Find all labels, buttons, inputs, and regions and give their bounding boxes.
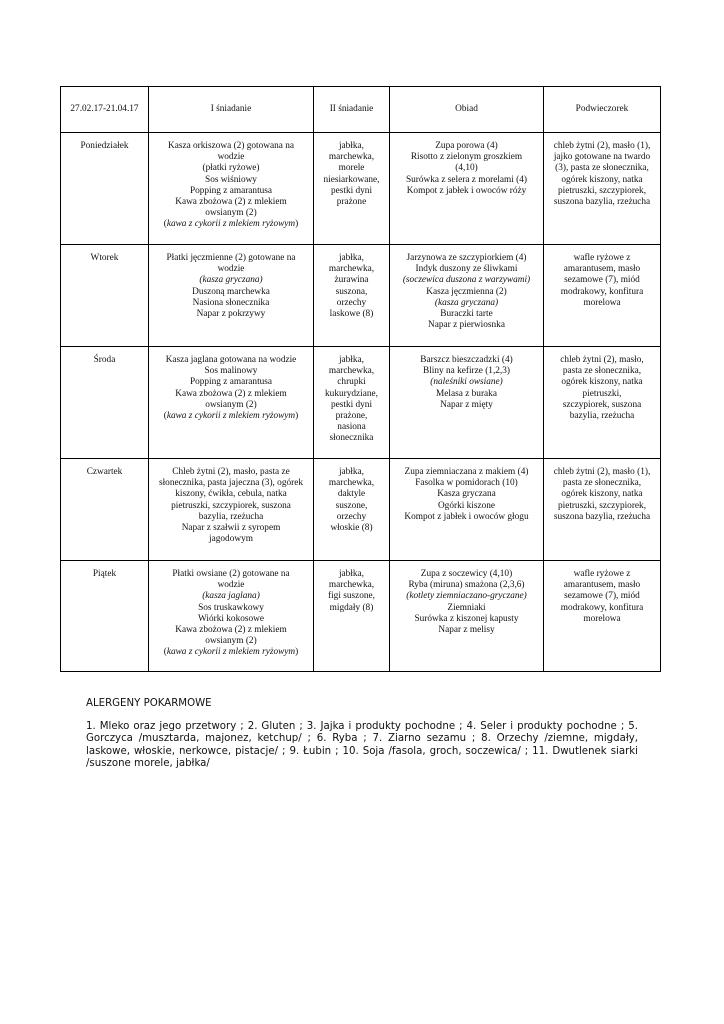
menu-line: [547, 275, 657, 286]
menu-line-text: wodzie: [217, 264, 245, 275]
menu-line-text: jabłka,: [338, 355, 365, 365]
menu-line: [152, 377, 310, 388]
menu-line-text: Zupa ziemniaczana z makiem (4): [404, 467, 529, 477]
menu-line-text: marchewka,: [328, 366, 375, 377]
menu-line-text: pietruszki, szczypiorek, suszona: [171, 500, 291, 511]
day-cell: Czwartek: [61, 459, 149, 561]
menu-line: [393, 580, 540, 591]
menu-line: [152, 366, 310, 377]
menu-line-suffix: ): [295, 647, 299, 658]
menu-line: [393, 366, 540, 377]
menu-line: [317, 400, 386, 411]
menu-line: [393, 264, 540, 275]
menu-line-text: Kasza orkiszowa (2) gotowana na: [168, 141, 294, 151]
menu-line-text: Zupa porowa (4): [435, 141, 498, 151]
day-cell: Środa: [61, 347, 149, 459]
menu-line-text: marchewka,: [328, 264, 375, 275]
menu-line: [317, 275, 386, 286]
menu-line-text: marchewka,: [328, 152, 375, 163]
menu-line-text: (3), pasta ze słonecznika,: [555, 163, 649, 174]
menu-line: [317, 186, 386, 197]
menu-line: [547, 614, 657, 625]
menu-line-text: Kawa zbożowa (2) z mlekiem: [175, 388, 287, 399]
snack-cell: [544, 561, 661, 672]
menu-line: [152, 309, 310, 320]
table-row: [61, 245, 661, 347]
menu-line-text: wafle ryżowe z: [573, 253, 631, 263]
menu-line-text: Risotto z zielonym groszkiem: [410, 152, 523, 163]
menu-line-text: włoskie (8): [330, 523, 373, 534]
menu-line-text: niesiarkowane,: [323, 174, 380, 185]
menu-line-text: jabłka,: [338, 467, 365, 477]
menu-line-text: pietruszki, szczypiorek,: [557, 185, 647, 196]
menu-line: [152, 186, 310, 197]
menu-line: [152, 534, 310, 545]
snack-cell: [544, 459, 661, 561]
menu-line-text: pasta ze słonecznika,: [562, 478, 642, 489]
menu-line: [547, 175, 657, 186]
menu-line: [393, 253, 540, 264]
menu-line: [393, 163, 540, 174]
day-cell: Piątek: [61, 561, 149, 672]
header-snack: Podwieczorek: [544, 87, 661, 133]
menu-line-text: kukurydziane,: [325, 388, 378, 399]
menu-line: [152, 603, 310, 614]
menu-line: [317, 603, 386, 614]
menu-line-text: daktyle: [337, 489, 366, 500]
menu-line: [547, 186, 657, 197]
menu-line: [317, 197, 386, 208]
menu-line-text: jabłka,: [338, 141, 365, 151]
menu-line: [547, 298, 657, 309]
menu-line: [152, 141, 310, 152]
lunch-cell: [390, 459, 544, 561]
menu-line: [393, 287, 540, 298]
menu-line-text: Jarzynowa ze szczypiorkiem (4): [406, 253, 527, 263]
menu-line: [317, 433, 386, 444]
menu-line-suffix: ): [295, 219, 299, 230]
menu-line-text: (: [163, 219, 167, 230]
menu-line-text: Popping z amarantusa: [189, 185, 273, 196]
menu-line-text: jagodowym: [209, 534, 253, 545]
menu-line: [317, 422, 386, 433]
menu-line: [393, 569, 540, 580]
lunch-cell: [390, 347, 544, 459]
menu-line-text: Surówka z selera z morelami (4): [405, 174, 528, 185]
menu-line-alternative: kawa z cykorii z mlekiem ryżowym: [166, 411, 296, 422]
menu-line-text: jabłka,: [338, 253, 365, 263]
menu-line: [317, 377, 386, 388]
menu-line: [547, 400, 657, 411]
menu-line-text: suszone,: [335, 500, 368, 511]
menu-line: [152, 208, 310, 219]
breakfast-2-cell: [314, 459, 390, 561]
menu-line-text: suszona bazylia, rzeżucha: [553, 197, 651, 208]
menu-line: [317, 366, 386, 377]
menu-line-text: Zupa z soczewicy (4,10): [420, 569, 513, 579]
menu-line: [547, 377, 657, 388]
menu-line-text: Indyk duszony ze śliwkami: [415, 264, 518, 275]
menu-line-alternative: (kasza jaglana): [202, 591, 260, 602]
menu-line: [393, 275, 540, 286]
menu-line-text: Kasza jęczmienna (2): [426, 286, 507, 297]
menu-line-text: Buraczki tarte: [440, 309, 493, 320]
menu-line: [393, 603, 540, 614]
menu-line-text: Napar z pokrzywy: [196, 309, 266, 320]
menu-line: [393, 377, 540, 388]
menu-line-text: słonecznika, pasta jajeczna (3), ogórek: [158, 478, 304, 489]
menu-line-text: Napar z melisy: [438, 625, 495, 636]
menu-line-text: owsianym (2): [205, 636, 257, 647]
menu-line: [547, 389, 657, 400]
header-lunch: Obiad: [390, 87, 544, 133]
menu-line-text: Chleb żytni (2), masło, pasta ze: [172, 467, 290, 477]
menu-line: [393, 298, 540, 309]
menu-line: [547, 478, 657, 489]
menu-line: [547, 141, 657, 152]
menu-line-text: prażone: [336, 197, 367, 208]
menu-line: [317, 287, 386, 298]
snack-cell: [544, 347, 661, 459]
menu-line: [152, 614, 310, 625]
menu-line-text: Kompot z jabłek i owoców głogu: [404, 511, 529, 522]
menu-line-text: Popping z amarantusa: [189, 377, 273, 388]
menu-line: [317, 389, 386, 400]
menu-line-text: pestki dyni: [330, 185, 373, 196]
table-row: [61, 133, 661, 245]
menu-line-text: pasta ze słonecznika,: [562, 366, 642, 377]
menu-line: [317, 264, 386, 275]
header-breakfast-1: I śniadanie: [149, 87, 314, 133]
menu-line-text: Kasza gryczana: [437, 489, 496, 500]
menu-line: [152, 355, 310, 366]
menu-line-text: chrupki: [337, 377, 366, 388]
menu-line: [152, 175, 310, 186]
breakfast-1-cell: [149, 245, 314, 347]
menu-line-text: wafle ryżowe z: [573, 569, 631, 579]
menu-line: [317, 298, 386, 309]
menu-line-text: ogórek kiszony, natka: [561, 489, 643, 500]
menu-line: [317, 467, 386, 478]
breakfast-1-cell: [149, 459, 314, 561]
menu-line-text: orzechy: [336, 511, 367, 522]
menu-line-text: ogórek kiszony, natka: [561, 174, 643, 185]
menu-line-text: (4,10): [455, 163, 478, 174]
weekly-menu-table: [60, 86, 661, 672]
menu-line: [393, 614, 540, 625]
breakfast-2-cell: [314, 347, 390, 459]
menu-line-text: pestki dyni: [330, 399, 373, 410]
menu-line-text: owsianym (2): [205, 399, 257, 410]
menu-line-text: Ogórki kiszone: [437, 500, 496, 511]
menu-line: [152, 647, 310, 658]
menu-line: [317, 411, 386, 422]
menu-line-text: kiszony, ćwikła, cebula, natka: [175, 489, 287, 500]
menu-line: [393, 478, 540, 489]
menu-line: [393, 591, 540, 602]
menu-line-text: Sos wiśniowy: [205, 174, 257, 185]
menu-line-text: Kawa zbożowa (2) z mlekiem: [175, 625, 287, 636]
menu-line: [152, 489, 310, 500]
menu-line-text: Płatki jęczmienne (2) gotowane na: [166, 253, 296, 263]
menu-line-text: (płatki ryżowe): [202, 163, 260, 174]
menu-line: [152, 400, 310, 411]
menu-line: [547, 467, 657, 478]
menu-line-text: Melasa z buraka: [436, 388, 497, 399]
header-date-range: 27.02.17-21.04.17: [61, 87, 149, 133]
menu-line-text: (: [163, 647, 167, 658]
menu-line-text: figi suszone,: [328, 591, 375, 602]
breakfast-1-cell: [149, 561, 314, 672]
allergens-title: ALERGENY POKARMOWE: [86, 698, 212, 709]
menu-line-text: szczypiorek, suszona: [562, 399, 642, 410]
menu-line-text: suszona bazylia, rzeżucha: [553, 511, 651, 522]
menu-line: [393, 152, 540, 163]
menu-line: [152, 411, 310, 422]
allergens-list: 1. Mleko oraz jego przetwory ; 2. Gluten ; 3. Jajka i produkty pochodne ; 4. Seler i produkty pochodne ; 5. Gorczyca /musztarda, majonez, ketchup/ ; 6. Ryba ; 7. Ziarno sezamu ; 8. Orzechy /ziemne, migdały, laskowe, włoskie, nerkowce, pistacje/ ; 9. Łubin ; 10. Soja /fasola, groch, soczewica/ ; 11. Dwutlenek siarki /suszone morele, jabłka/: [86, 721, 638, 769]
menu-line: [152, 163, 310, 174]
menu-line: [152, 152, 310, 163]
menu-line: [547, 411, 657, 422]
menu-line-text: modrakowy, konfitura: [560, 286, 644, 297]
menu-line-text: Sos malinowy: [204, 366, 258, 377]
menu-line-text: Kawa zbożowa (2) z mlekiem: [175, 197, 287, 208]
menu-line: [152, 636, 310, 647]
menu-line: [317, 309, 386, 320]
menu-line: [317, 501, 386, 512]
menu-line-text: jajko gotowane na twardo: [553, 152, 651, 163]
menu-line: [547, 603, 657, 614]
menu-line: [547, 501, 657, 512]
menu-line: [393, 141, 540, 152]
menu-line: [547, 489, 657, 500]
menu-line-text: morelowa: [583, 613, 621, 624]
menu-line: [547, 569, 657, 580]
table-row: [61, 459, 661, 561]
menu-line: [393, 512, 540, 523]
menu-line: [547, 287, 657, 298]
menu-line: [393, 389, 540, 400]
menu-line: [547, 591, 657, 602]
menu-line: [393, 186, 540, 197]
menu-line: [547, 580, 657, 591]
menu-line: [547, 197, 657, 208]
menu-line-alternative: (kasza gryczana): [199, 275, 263, 286]
menu-line: [393, 625, 540, 636]
menu-line-text: Płatki owsiane (2) gotowane na: [172, 569, 290, 579]
menu-line-text: Napar z mięty: [440, 399, 493, 410]
menu-line-text: sezamowe (7), miód: [564, 591, 640, 602]
menu-line: [393, 309, 540, 320]
menu-line-text: ogórek kiszony, natka: [561, 377, 643, 388]
menu-line: [317, 141, 386, 152]
menu-line: [152, 591, 310, 602]
menu-line: [317, 253, 386, 264]
menu-line: [152, 478, 310, 489]
menu-line-text: Kompot z jabłek i owoców róży: [406, 185, 527, 196]
menu-line: [317, 523, 386, 534]
lunch-cell: [390, 561, 544, 672]
menu-line: [393, 320, 540, 331]
menu-line-text: migdały (8): [329, 602, 374, 613]
menu-line-alternative: (kotlety ziemniaczano-gryczane): [406, 591, 527, 602]
menu-line: [152, 264, 310, 275]
menu-line-text: pietruszki,: [582, 388, 622, 399]
menu-line-alternative: (soczewica duszona z warzywami): [402, 275, 531, 286]
day-cell: Wtorek: [61, 245, 149, 347]
menu-line-text: jabłka,: [338, 569, 365, 579]
menu-line: [317, 163, 386, 174]
menu-line: [317, 489, 386, 500]
menu-line-text: chleb żytni (2), masło,: [560, 355, 644, 365]
menu-line: [547, 152, 657, 163]
menu-line-text: chleb żytni (2), masło (1),: [553, 467, 651, 477]
menu-line-text: żurawina: [334, 275, 369, 286]
menu-line: [152, 389, 310, 400]
menu-line-text: marchewka,: [328, 580, 375, 591]
menu-line: [317, 580, 386, 591]
menu-line-alternative: kawa z cykorii z mlekiem ryżowym: [166, 647, 296, 658]
menu-line: [152, 275, 310, 286]
menu-line: [152, 197, 310, 208]
menu-line-text: Fasolka w pomidorach (10): [415, 478, 518, 489]
menu-line: [152, 569, 310, 580]
menu-line-text: wodzie: [217, 152, 245, 163]
menu-line: [393, 400, 540, 411]
menu-line-text: morelowa: [583, 297, 621, 308]
menu-line: [547, 512, 657, 523]
allergens-section: [86, 698, 638, 770]
menu-line-text: Napar z szałwii z syropem: [181, 523, 281, 534]
menu-line-text: chleb żytni (2), masło (1),: [553, 141, 651, 151]
menu-line-text: Barszcz bieszczadzki (4): [420, 355, 513, 365]
menu-line-alternative: (kasza gryczana): [434, 297, 499, 308]
menu-line: [393, 355, 540, 366]
menu-line-text: marchewka,: [328, 478, 375, 489]
menu-line: [317, 175, 386, 186]
menu-line: [317, 355, 386, 366]
menu-line-text: Wiórki kokosowe: [198, 613, 264, 624]
menu-line-text: nasiona: [337, 422, 366, 433]
menu-line-text: Sos truskawkowy: [198, 602, 264, 613]
menu-line-text: prażone,: [335, 411, 368, 422]
menu-line: [152, 523, 310, 534]
menu-line: [393, 467, 540, 478]
menu-line: [393, 175, 540, 186]
menu-line: [317, 512, 386, 523]
menu-line-text: wodzie: [217, 580, 245, 591]
menu-line: [317, 478, 386, 489]
table-header-row: [61, 87, 661, 133]
menu-line-text: pietruszki, szczypiorek,: [557, 500, 647, 511]
breakfast-2-cell: [314, 245, 390, 347]
breakfast-2-cell: [314, 561, 390, 672]
menu-line-text: suszona,: [335, 286, 368, 297]
lunch-cell: [390, 133, 544, 245]
menu-line-alternative: kawa z cykorii z mlekiem ryżowym: [166, 219, 296, 230]
snack-cell: [544, 133, 661, 245]
menu-line-text: Ziemniaki: [447, 602, 486, 613]
menu-line: [547, 355, 657, 366]
menu-line: [317, 569, 386, 580]
menu-line: [152, 625, 310, 636]
day-cell: Poniedziałek: [61, 133, 149, 245]
menu-line: [547, 253, 657, 264]
menu-line-text: Nasiona słonecznika: [192, 297, 270, 308]
table-row: [61, 561, 661, 672]
lunch-cell: [390, 245, 544, 347]
header-breakfast-2: II śniadanie: [314, 87, 390, 133]
menu-line: [152, 298, 310, 309]
menu-line-suffix: ): [295, 411, 299, 422]
menu-line-alternative: (naleśniki owsiane): [430, 377, 503, 388]
menu-line: [393, 501, 540, 512]
menu-line: [547, 163, 657, 174]
menu-line: [152, 580, 310, 591]
breakfast-2-cell: [314, 133, 390, 245]
menu-line-text: Surówka z kiszonej kapusty: [414, 613, 519, 624]
menu-line: [393, 489, 540, 500]
menu-line: [547, 366, 657, 377]
menu-line-text: słonecznika: [329, 433, 374, 444]
menu-line-text: amarantusem, masło: [563, 264, 641, 275]
menu-line-text: Bliny na kefirze (1,2,3): [423, 366, 510, 377]
breakfast-1-cell: [149, 347, 314, 459]
menu-line: [317, 591, 386, 602]
snack-cell: [544, 245, 661, 347]
menu-line-text: laskowe (8): [329, 309, 374, 320]
menu-line-text: Kasza jaglana gotowana na wodzie: [165, 355, 297, 365]
menu-line: [152, 287, 310, 298]
menu-line: [152, 253, 310, 264]
menu-line-text: bazylia, rzeżucha: [569, 411, 635, 422]
menu-line: [152, 219, 310, 230]
menu-line-text: Duszoną marchewka: [192, 286, 270, 297]
table-row: [61, 347, 661, 459]
menu-line-text: sezamowe (7), miód: [564, 275, 640, 286]
breakfast-1-cell: [149, 133, 314, 245]
menu-line-text: modrakowy, konfitura: [560, 602, 644, 613]
menu-line: [152, 501, 310, 512]
menu-line-text: owsianym (2): [205, 208, 257, 219]
table-body: [61, 133, 661, 672]
menu-line-text: Ryba (miruna) smażona (2,3,6): [408, 580, 525, 591]
menu-line-text: morele: [338, 163, 365, 174]
menu-line-text: amarantusem, masło: [563, 580, 641, 591]
menu-line-text: Napar z pierwiosnka: [428, 320, 505, 331]
menu-line: [317, 152, 386, 163]
menu-line-text: bazylia, rzeżucha: [198, 511, 264, 522]
menu-line: [152, 467, 310, 478]
menu-line: [547, 264, 657, 275]
menu-line: [152, 512, 310, 523]
menu-line-text: (: [163, 411, 167, 422]
menu-line-text: orzechy: [336, 297, 367, 308]
